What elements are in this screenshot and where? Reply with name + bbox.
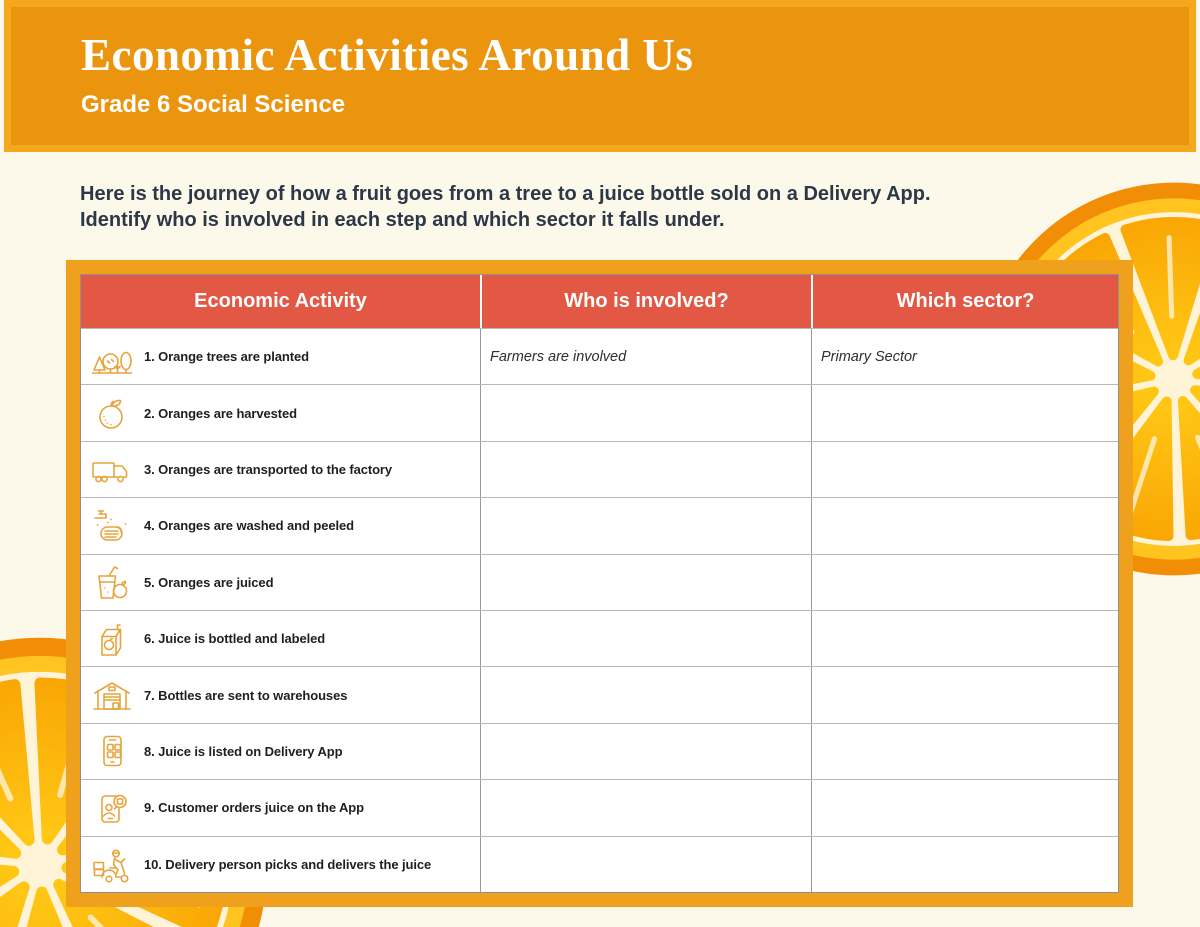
activity-label: 3. Oranges are transported to the factory [144,461,393,477]
activity-cell [81,611,480,666]
sector-cell[interactable] [811,555,1118,610]
delivery-scooter-icon [90,842,134,886]
worksheet-table-frame [66,260,1133,907]
activity-cell [81,837,480,892]
table-row [81,384,1118,440]
who-involved-cell[interactable] [480,780,811,835]
sector-cell[interactable] [811,498,1118,553]
table-row [81,779,1118,835]
instructions-line-1: Here is the journey of how a fruit goes from a tree to a juice bottle sold on a Delivery App. [80,183,931,205]
who-involved-cell[interactable] [480,611,811,666]
activity-cell [81,780,480,835]
header-banner [4,0,1196,152]
who-involved-cell[interactable] [480,498,811,553]
orange-fruit-icon [90,391,134,435]
worksheet-table [80,274,1119,893]
table-row [81,441,1118,497]
activity-label: 2. Oranges are harvested [144,405,297,421]
table-row [81,497,1118,553]
activity-cell [81,442,480,497]
sector-cell[interactable] [811,611,1118,666]
juice-carton-icon [90,617,134,661]
activity-cell [81,724,480,779]
who-involved-cell[interactable] [480,837,811,892]
sector-cell[interactable] [811,780,1118,835]
activity-label: 7. Bottles are sent to warehouses [144,687,348,703]
activity-label: 1. Orange trees are planted [144,349,309,365]
activity-label: 4. Oranges are washed and peeled [144,518,354,534]
orange-trees-icon [90,335,134,379]
customer-order-icon [90,786,134,830]
sector-cell[interactable] [811,837,1118,892]
sector-cell[interactable] [811,385,1118,440]
column-header-who-is-involved: Who is involved? [480,275,811,328]
column-header-economic-activity: Economic Activity [194,290,367,312]
table-row [81,723,1118,779]
table-header-row [81,275,1118,328]
activity-cell [81,667,480,722]
activity-cell [81,498,480,553]
table-row [81,666,1118,722]
activity-cell [81,555,480,610]
activity-cell [81,329,480,384]
who-involved-cell[interactable]: Farmers are involved [480,329,811,384]
page-subtitle: Grade 6 Social Science [81,90,346,118]
delivery-app-icon [90,729,134,773]
instructions-text [80,181,1120,233]
sector-cell[interactable] [811,442,1118,497]
activity-label: 5. Oranges are juiced [144,574,274,590]
page-title: Economic Activities Around Us [81,30,694,80]
table-row [81,328,1118,384]
sector-cell[interactable] [811,667,1118,722]
sector-cell[interactable]: Primary Sector [811,329,1118,384]
truck-icon [90,447,134,491]
instructions-line-2: Identify who is involved in each step and which sector it falls under. [80,209,725,231]
column-header-which-sector: Which sector? [811,275,1118,328]
juice-glass-icon [90,560,134,604]
table-row [81,610,1118,666]
who-involved-cell[interactable] [480,385,811,440]
activity-label: 10. Delivery person picks and delivers the juice [144,856,432,872]
who-involved-cell[interactable] [480,667,811,722]
activity-cell [81,385,480,440]
activity-label: 8. Juice is listed on Delivery App [144,743,343,759]
washing-hands-icon [90,504,134,548]
who-involved-cell[interactable] [480,555,811,610]
sector-cell[interactable] [811,724,1118,779]
table-row [81,836,1118,892]
warehouse-icon [90,673,134,717]
activity-label: 9. Customer orders juice on the App [144,800,364,816]
who-involved-cell[interactable] [480,724,811,779]
who-involved-cell[interactable] [480,442,811,497]
activity-label: 6. Juice is bottled and labeled [144,631,326,647]
table-row [81,554,1118,610]
